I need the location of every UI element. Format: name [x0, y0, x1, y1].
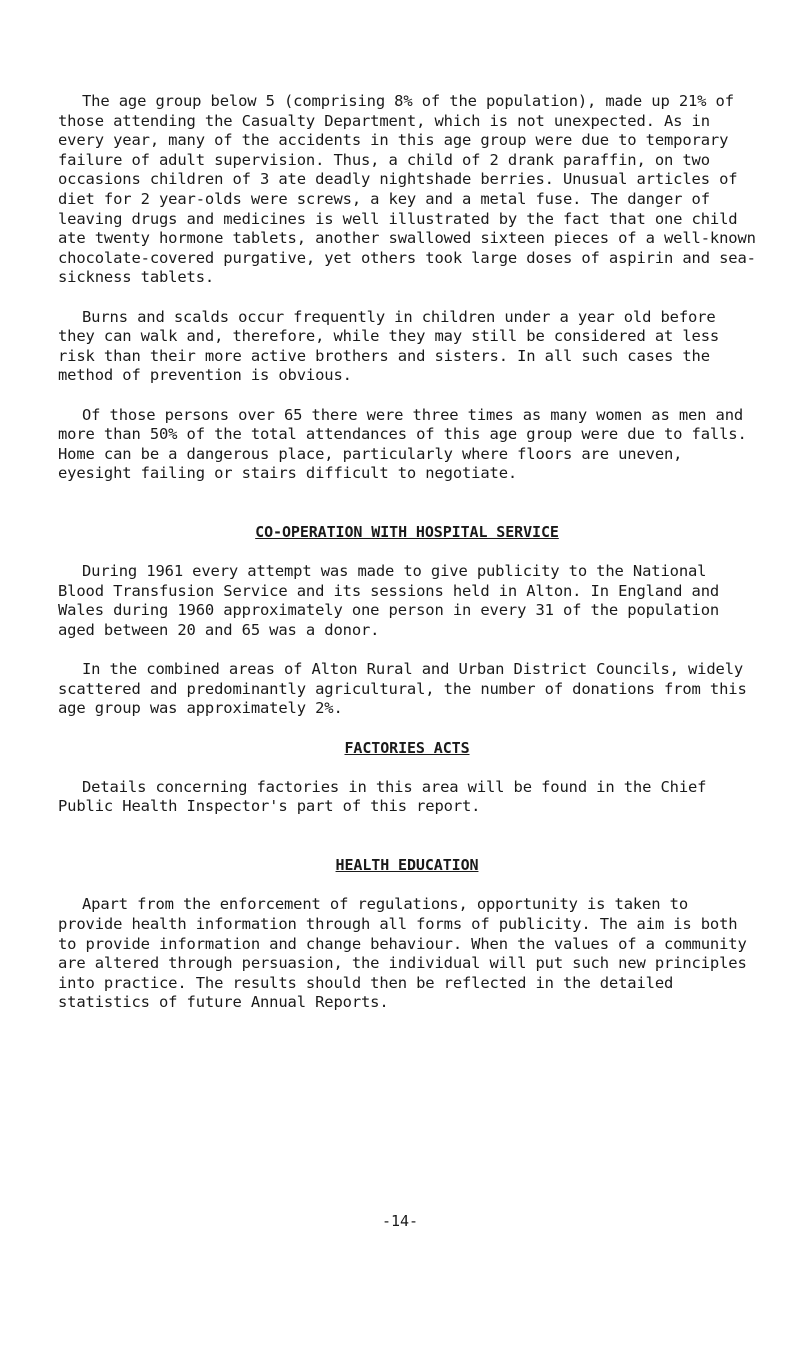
heading-health-education: HEALTH EDUCATION [335, 856, 479, 875]
paragraph-factories: Details concerning factories in this area will be found in the Chief Public Health Inspector's part of this report. [58, 777, 707, 816]
heading-factories-acts: FACTORIES ACTS [344, 738, 470, 757]
paragraph-blood-transfusion: During 1961 every attempt was made to give publicity to the National Blood Transfusion Service and its sessions held in Alton. In England and Wales during 1960 approximately one person in every 31 of the population aged between 20 and 65 was a donor. [58, 562, 720, 640]
paragraph-health-education: Apart from the enforcement of regulations, opportunity is taken to provide health information through all forms of publicity. The aim is both to provide information and change behaviour. When the values of a community are altered through persuasion, the individual will put such new principles into practice. The results should then be reflected in the detailed statistics of future Annual Reports. [58, 895, 747, 1012]
paragraph-donations: In the combined areas of Alton Rural and Urban District Councils, widely scattered and predominantly agricultural, the number of donations from this age group was approximately 2%. [58, 660, 747, 718]
paragraph-over-65: Of those persons over 65 there were three times as many women as men and more than 50% of the total attendances of this age group were due to falls. Home can be a dangerous place, particularly where floors are uneven, eyesight failing or stairs difficult to negotiate. [58, 405, 747, 483]
heading-cooperation-hospital: CO-OPERATION WITH HOSPITAL SERVICE [255, 523, 559, 542]
paragraph-casualty-under-5: The age group below 5 (comprising 8% of the population), made up 21% of those attending the Casualty Department, which is not unexpected. As in every year, many of the accidents in this age group were due to temporary failure of adult supervision. Thus, a child of 2 drank paraffin, on two occasions children of 3 ate deadly nightshade berries. Unusual articles of diet for 2 year-olds were screws, a key and a metal fuse. The danger of leaving drugs and medicines is well illustrated by the fact that one child ate twenty hormone tablets, another swallowed sixteen pieces of a well-known chocolate-covered purgative, yet others took large doses of aspirin and sea-sickness tablets. [58, 92, 756, 287]
page-number: -14- [381, 1212, 419, 1230]
paragraph-burns-scalds: Burns and scalds occur frequently in children under a year old before they can walk and, therefore, while they may still be considered at less risk than their more active brothers and sisters. In all such cases the method of prevention is obvious. [58, 307, 720, 385]
